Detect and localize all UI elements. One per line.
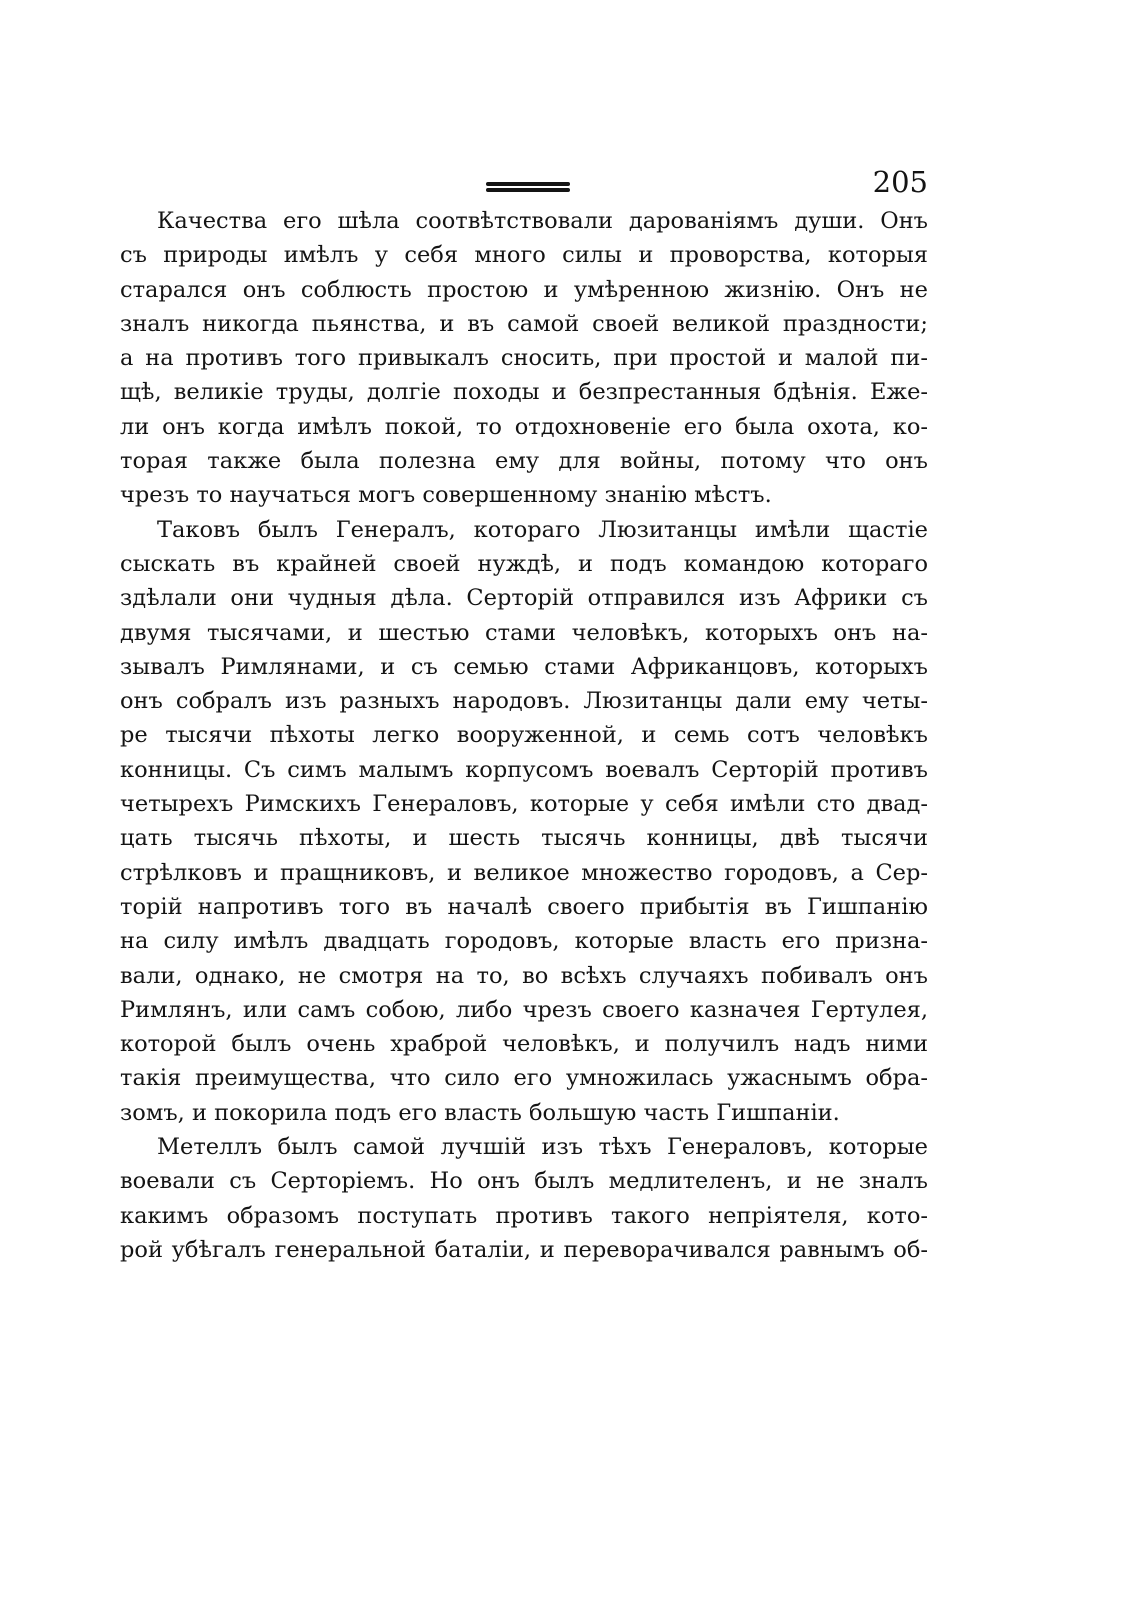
text-line: воевали съ Серторіемъ. Но онъ былъ медлителенъ, и не зналъ xyxy=(120,1168,928,1195)
text-line: щѣ, великіе труды, долгіе походы и безпрестанныя бдѣнія. Еже- xyxy=(120,379,928,406)
text-line: четырехъ Римскихъ Генераловъ, которые у себя имѣли сто двад- xyxy=(120,791,928,818)
text-line: Качества его шѣла соотвѣтствовали дарованіямъ души. Онъ xyxy=(157,208,928,234)
text-line: зывалъ Римлянами, и съ семью стами Африканцовъ, которыхъ xyxy=(120,653,928,680)
header-ornament-rule xyxy=(486,182,570,192)
text-line: здѣлали они чудныя дѣла. Серторій отправился изъ Африки съ xyxy=(120,585,928,612)
text-line: вали, однако, не смотря на то, во всѣхъ случаяхъ побивалъ онъ xyxy=(120,962,928,989)
text-line: которой былъ очень храброй человѣкъ, и получилъ надъ ними xyxy=(120,1031,928,1058)
text-line: цать тысячь пѣхоты, и шесть тысячь конницы, двѣ тысячи xyxy=(120,825,928,852)
text-line: Римлянъ, или самъ собою, либо чрезъ своего казначея Гертулея, xyxy=(120,996,928,1023)
text-line: сыскать въ крайней своей нуждѣ, и подъ командою котораго xyxy=(120,550,928,577)
text-line: рой убѣгалъ генеральной баталіи, и переворачивался равнымъ об- xyxy=(120,1236,928,1263)
text-line: съ природы имѣлъ у себя много силы и проворства, которыя xyxy=(120,242,928,269)
text-line: зомъ, и покорила подъ его власть большую часть Гишпаніи. xyxy=(120,1099,840,1126)
page-number: 205 xyxy=(872,165,928,199)
ornament-bar-bottom xyxy=(486,188,570,192)
text-line: торая также была полезна ему для войны, потому что онъ xyxy=(120,448,928,475)
text-line: Метеллъ былъ самой лучшій изъ тѣхъ Генераловъ, которые xyxy=(157,1134,928,1161)
text-line: торій напротивъ того въ началѣ своего прибытія въ Гишпанію xyxy=(120,893,928,920)
text-line: старался онъ соблюсть простою и умѣренною жизнію. Онъ не xyxy=(120,276,928,303)
text-line: на силу имѣлъ двадцать городовъ, которые власть его призна- xyxy=(120,928,928,955)
text-line: конницы. Съ симъ малымъ корпусомъ воевалъ Серторій противъ xyxy=(120,756,928,783)
body-text xyxy=(120,204,928,1267)
text-line: стрѣлковъ и пращниковъ, и великое множество городовъ, а Сер- xyxy=(120,859,928,886)
text-line: чрезъ то научаться могъ совершенному знанію мѣстъ. xyxy=(120,482,772,509)
text-line: такія преимущества, что сило его умножилась ужаснымъ обра- xyxy=(120,1065,928,1092)
text-line: ре тысячи пѣхоты легко вооруженной, и семь сотъ человѣкъ xyxy=(120,722,928,749)
text-line: какимъ образомъ поступать противъ такого непріятеля, кото- xyxy=(120,1202,928,1229)
text-line: ли онъ когда имѣлъ покой, то отдохновеніе его была охота, ко- xyxy=(120,413,928,440)
paragraph-3 xyxy=(120,1130,928,1267)
text-line: Таковъ былъ Генералъ, котораго Люзитанцы имѣли щастіе xyxy=(157,516,928,543)
text-line: онъ собралъ изъ разныхъ народовъ. Люзитанцы дали ему четы- xyxy=(120,688,928,715)
text-line: зналъ никогда пьянства, и въ самой своей великой праздности; xyxy=(120,310,928,337)
text-line: а на противъ того привыкалъ сносить, при простой и малой пи- xyxy=(120,345,928,372)
paragraph-1 xyxy=(120,204,928,513)
ornament-bar-top xyxy=(486,182,570,186)
paragraph-2 xyxy=(120,513,928,1130)
text-line: двумя тысячами, и шестью стами человѣкъ, которыхъ онъ на- xyxy=(120,619,928,646)
